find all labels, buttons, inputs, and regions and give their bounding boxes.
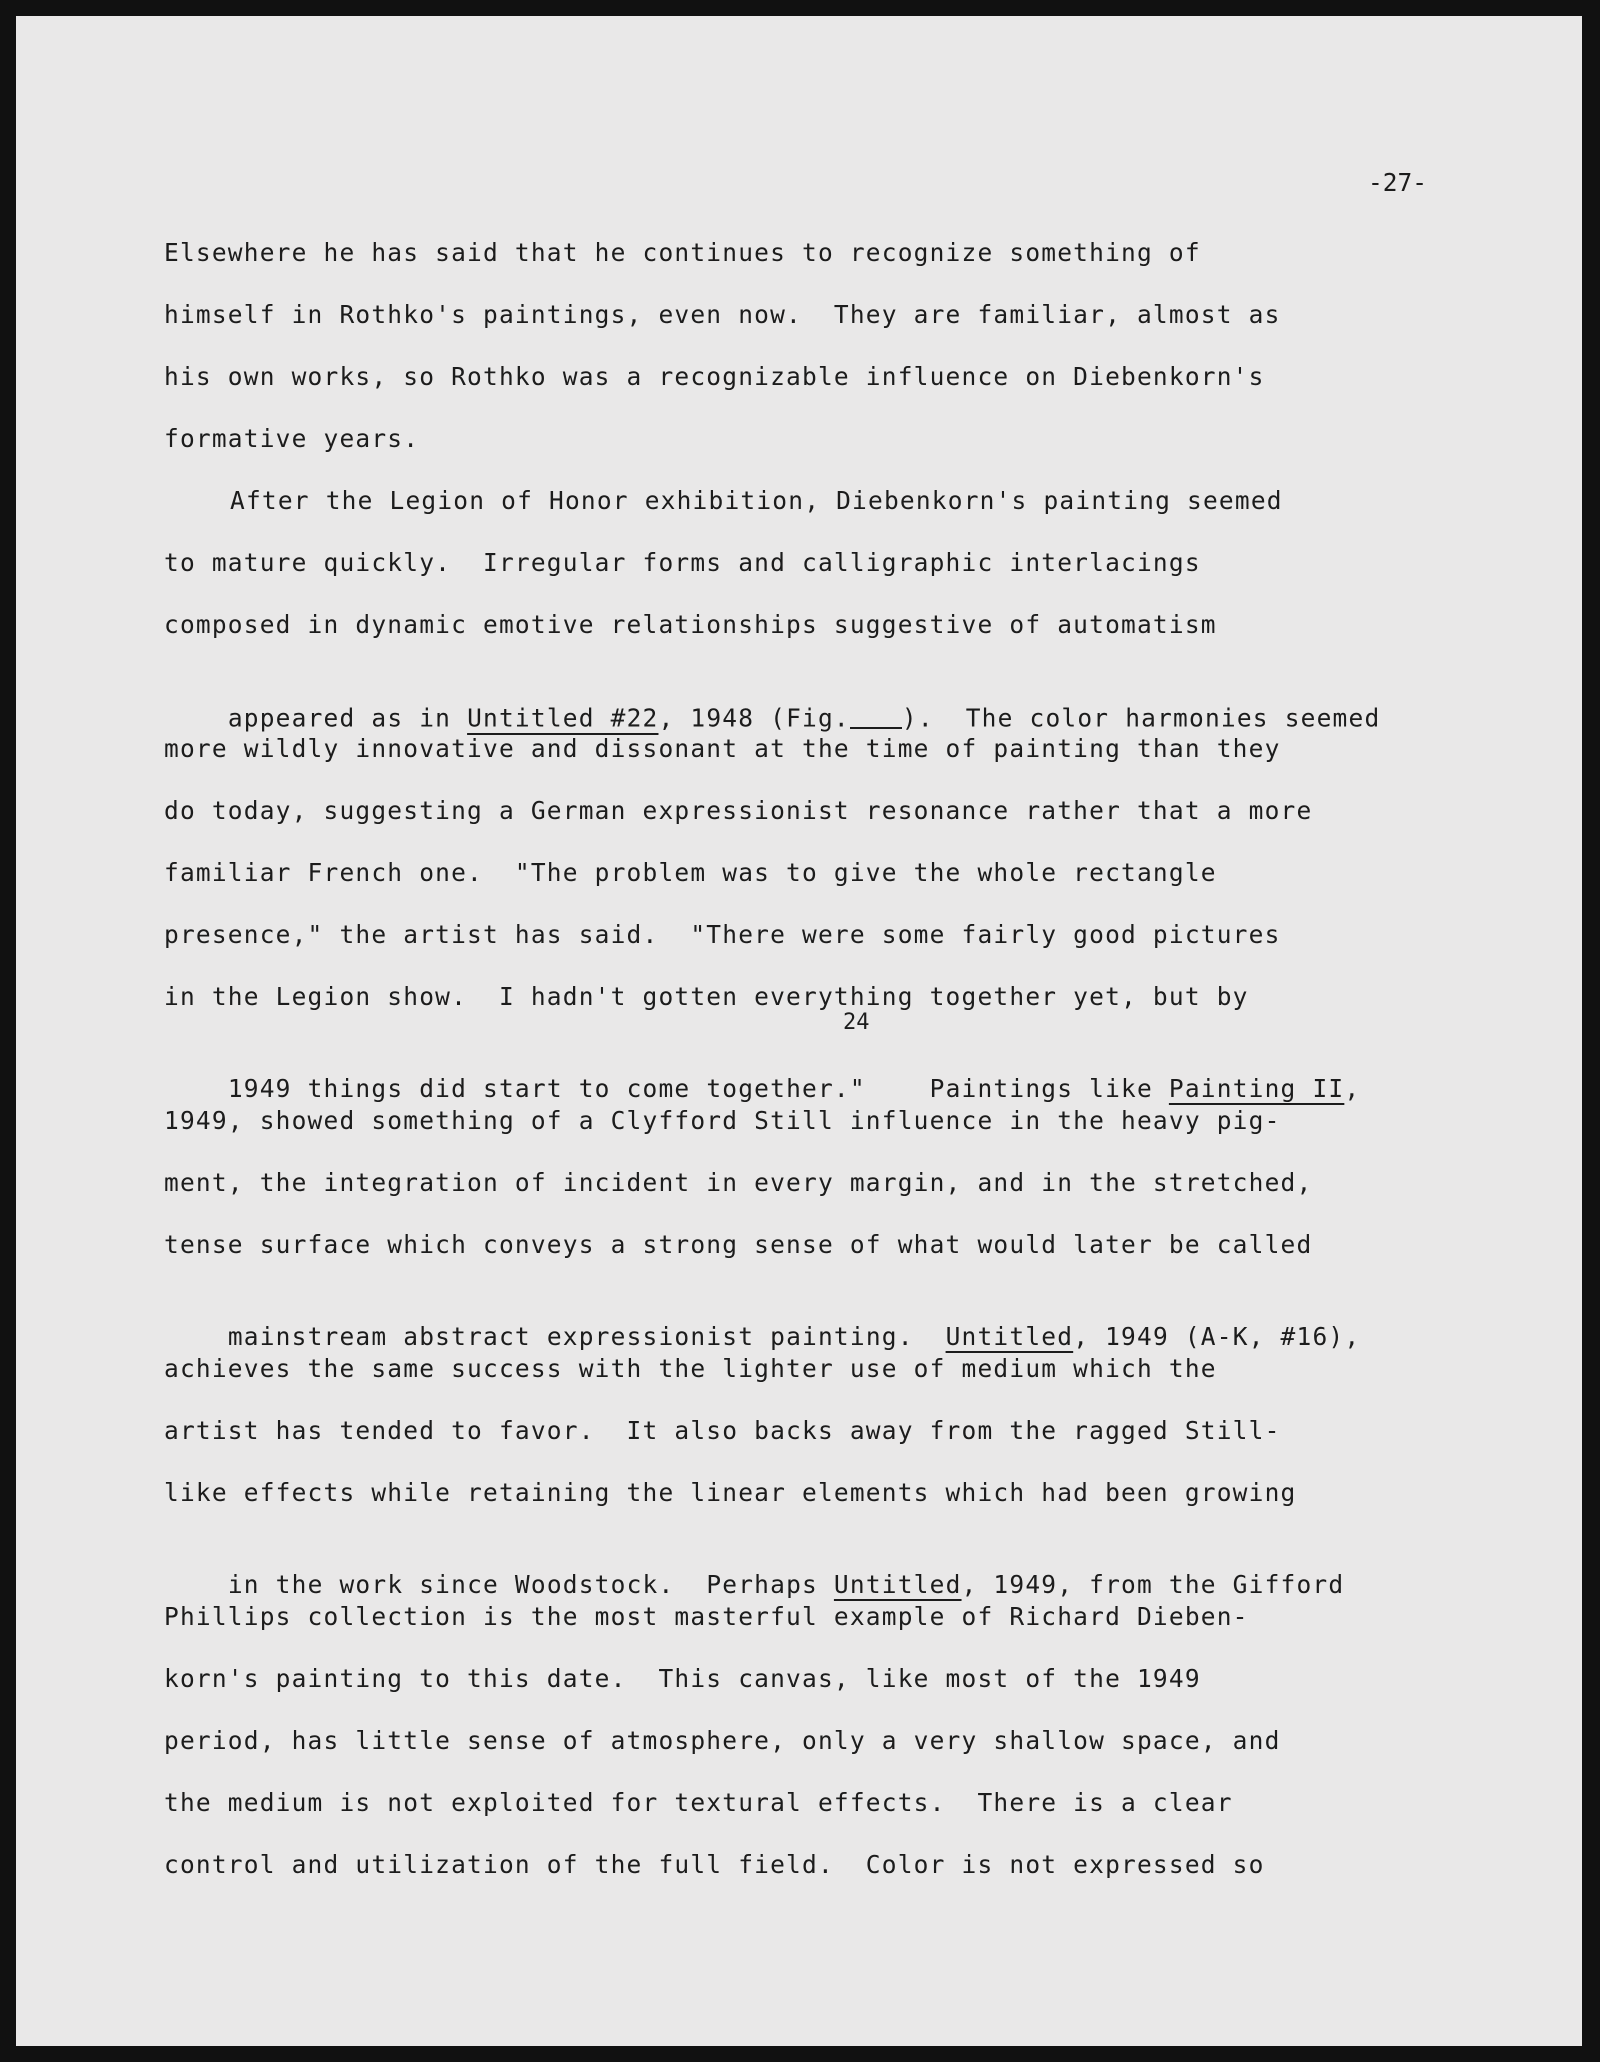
text-segment: , [1344, 1074, 1361, 1103]
text-segment: appeared as in [227, 703, 468, 733]
artwork-title: Untitled [945, 1322, 1074, 1351]
text-line: presence," the artist has said. "There were some fairly good pictures [164, 920, 1281, 949]
text-segment: in the work since Woodstock. Perhaps [227, 1570, 834, 1599]
document-page [16, 16, 1582, 2046]
text-line: control and utilization of the full field. Color is not expressed so [164, 1850, 1265, 1879]
text-segment: , 1949, from the Gifford [961, 1570, 1345, 1599]
footnote-marker: 24 [843, 1010, 870, 1035]
text-line: ment, the integration of incident in every margin, and in the stretched, [164, 1168, 1313, 1197]
text-line: Elsewhere he has said that he continues to recognize something of [164, 238, 1201, 267]
text-line: in the Legion show. I hadn't gotten everything together yet, but by [164, 982, 1249, 1011]
text-line: korn's painting to this date. This canvas, like most of the 1949 [164, 1664, 1201, 1693]
text-line: like effects while retaining the linear elements which had been growing [164, 1478, 1297, 1507]
artwork-title: Untitled [833, 1570, 962, 1599]
text-segment: 1949 things did start to come together." Paintings like [227, 1074, 1169, 1103]
text-line: his own works, so Rothko was a recognizable influence on Diebenkorn's [164, 362, 1265, 391]
page-number: -27- [1368, 168, 1428, 197]
text-line: the medium is not exploited for textural effects. There is a clear [164, 1788, 1233, 1817]
artwork-title: Painting II [1168, 1074, 1345, 1103]
text-line: himself in Rothko's paintings, even now. They are familiar, almost as [164, 300, 1281, 329]
text-line: formative years. [164, 424, 420, 453]
text-line: familiar French one. "The problem was to give the whole rectangle [164, 858, 1217, 887]
text-segment: , 1949 (A-K, #16), [1073, 1322, 1361, 1351]
text-line: more wildly innovative and dissonant at the time of painting than they [164, 734, 1281, 763]
text-line: Phillips collection is the most masterful example of Richard Dieben- [164, 1602, 1249, 1631]
text-line: do today, suggesting a German expressionist resonance rather that a more [164, 796, 1313, 825]
figure-number-blank [850, 702, 902, 729]
text-line: 1949, showed something of a Clyfford Still influence in the heavy pig- [164, 1106, 1281, 1135]
text-line: achieves the same success with the lighter use of medium which the [164, 1354, 1217, 1383]
text-line: to mature quickly. Irregular forms and calligraphic interlacings [164, 548, 1201, 577]
text-line: After the Legion of Honor exhibition, Diebenkorn's painting seemed [230, 486, 1283, 515]
text-segment: ). The color harmonies seemed [901, 703, 1381, 733]
text-segment: mainstream abstract expressionist painting. [227, 1322, 946, 1351]
text-line: tense surface which conveys a strong sense of what would later be called [164, 1230, 1313, 1259]
text-line: period, has little sense of atmosphere, only a very shallow space, and [164, 1726, 1281, 1755]
artwork-title: Untitled #22 [467, 703, 659, 733]
text-line: composed in dynamic emotive relationships suggestive of automatism [164, 610, 1217, 639]
text-segment: , 1948 (Fig. [658, 703, 850, 733]
text-line: artist has tended to favor. It also backs away from the ragged Still- [164, 1416, 1281, 1445]
